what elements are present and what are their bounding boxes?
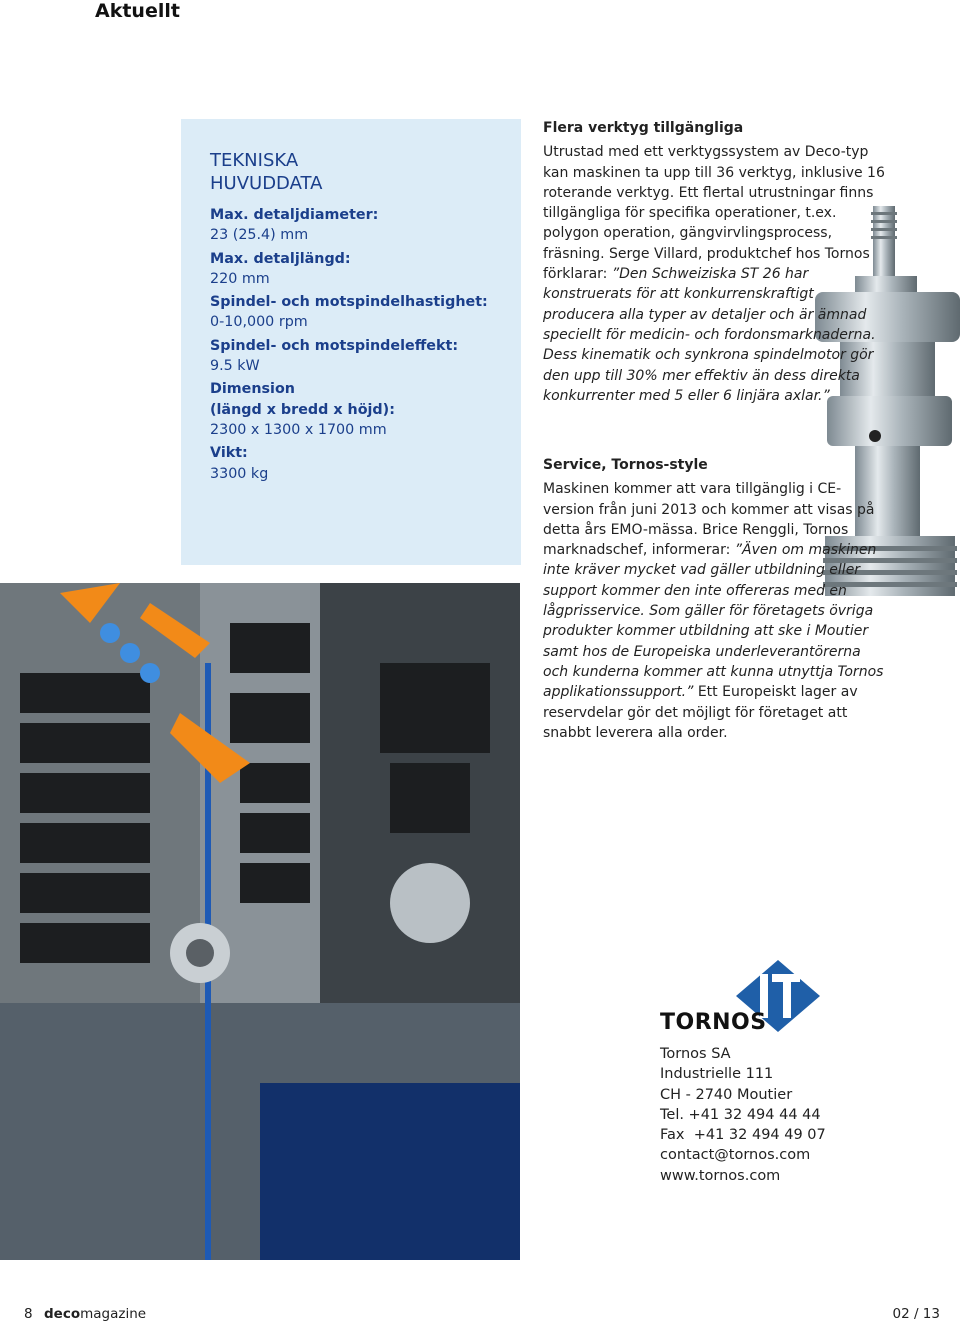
spec-label: Max. detaljlängd: xyxy=(210,250,351,267)
quote-text: ”Även om maskinen inte kräver mycket vad gäller utbildning eller support kommer den inte offereras med en lågprisservice. Som gäller för företagets övriga produkter kommer utbildning att ske i Moutier samt hos de Europeiska underleverantörerna och kunderna kommer att kunna utnyttja Tornos applikationssupport.” xyxy=(543,542,884,701)
spec-heading-line2: HUVUDDATA xyxy=(210,173,323,194)
page-number: 8 xyxy=(24,1306,33,1322)
header-bar xyxy=(0,0,960,28)
article-section-tools xyxy=(543,118,888,406)
page-footer xyxy=(0,1306,960,1328)
contact-company: Tornos SA xyxy=(660,1046,731,1062)
spec-label-line2: (längd x bredd x höjd): xyxy=(210,401,395,418)
spec-item xyxy=(210,205,510,246)
spec-item xyxy=(210,249,510,290)
contact-city: CH - 2740 Moutier xyxy=(660,1086,793,1103)
spec-label: Spindel- och motspindelhastighet: xyxy=(210,294,488,311)
spec-item xyxy=(210,443,510,484)
spec-label: Dimension xyxy=(210,381,295,398)
magazine-name-bold: deco xyxy=(44,1306,81,1322)
spec-heading xyxy=(210,149,510,195)
section-title: Aktuellt xyxy=(95,0,180,22)
spec-value: 23 (25.4) mm xyxy=(210,227,309,244)
spec-list xyxy=(210,205,510,487)
body-text: Utrustad med ett verktygssystem av Deco-typ kan maskinen ta upp till 36 verktyg, inklusive 16 roterande verktyg. Ett flertal utrustningar finns tillgängliga för specifika operationer, t.ex. polygon operation, gängvirvlingsprocess, fräsning. Serge Villard, produktchef hos Tornos förklarar: xyxy=(543,144,885,283)
spec-value: 220 mm xyxy=(210,270,270,287)
body-text: Maskinen kommer att vara tillgänglig i CE-version från juni 2013 och kommer att visas på detta års EMO-mässa. Brice Renggli, Tornos marknadschef, informerar: xyxy=(543,481,875,559)
section-heading: Service, Tornos-style xyxy=(543,457,708,473)
spec-heading-line1: TEKNISKA xyxy=(210,150,299,171)
spec-item xyxy=(210,292,510,333)
contact-phone: Tel. +41 32 494 44 44 xyxy=(660,1106,821,1123)
spec-value: 3300 kg xyxy=(210,465,269,482)
contact-fax: Fax +41 32 494 49 07 xyxy=(660,1127,826,1144)
article-section-service xyxy=(543,455,888,743)
spec-item xyxy=(210,379,510,440)
logo-text: TORNOS xyxy=(660,1010,767,1035)
section-body xyxy=(543,479,888,743)
section-body xyxy=(543,142,888,406)
spec-label: Max. detaljdiameter: xyxy=(210,207,379,223)
issue-number: 02 / 13 xyxy=(892,1306,940,1322)
contact-website[interactable]: www.tornos.com xyxy=(660,1167,781,1184)
spec-label: Spindel- och motspindeleffekt: xyxy=(210,337,459,354)
machine-photo xyxy=(0,583,520,1260)
contact-email[interactable]: contact@tornos.com xyxy=(660,1147,811,1164)
contact-street: Industrielle 111 xyxy=(660,1066,774,1083)
spec-value: 9.5 kW xyxy=(210,358,260,375)
spec-value: 2300 x 1300 x 1700 mm xyxy=(210,421,387,438)
magazine-name xyxy=(44,1306,146,1322)
spec-item xyxy=(210,336,510,377)
quote-text: ”Den Schweiziska ST 26 har konstruerats för att konkurrenskraftigt producera alla typer av detaljer och är ämnad speciellt för medicin- och fordonsmarknaderna. Dess kinematik och synkrona spindelmotor gör den upp till 30% mer effektiv än dess direkta konkurrenter med 5 eller 6 linjära axlar.” xyxy=(543,266,876,404)
spec-label: Vikt: xyxy=(210,445,248,462)
contact-block xyxy=(660,1044,826,1186)
body-text: Ett Europeiskt lager av reservdelar gör det möjligt för företaget att snabbt leverera alla order. xyxy=(543,684,858,741)
spec-box xyxy=(181,119,521,565)
spec-value: 0-10,000 rpm xyxy=(210,314,308,331)
magazine-name-rest: magazine xyxy=(80,1306,147,1322)
section-heading: Flera verktyg tillgängliga xyxy=(543,120,744,136)
